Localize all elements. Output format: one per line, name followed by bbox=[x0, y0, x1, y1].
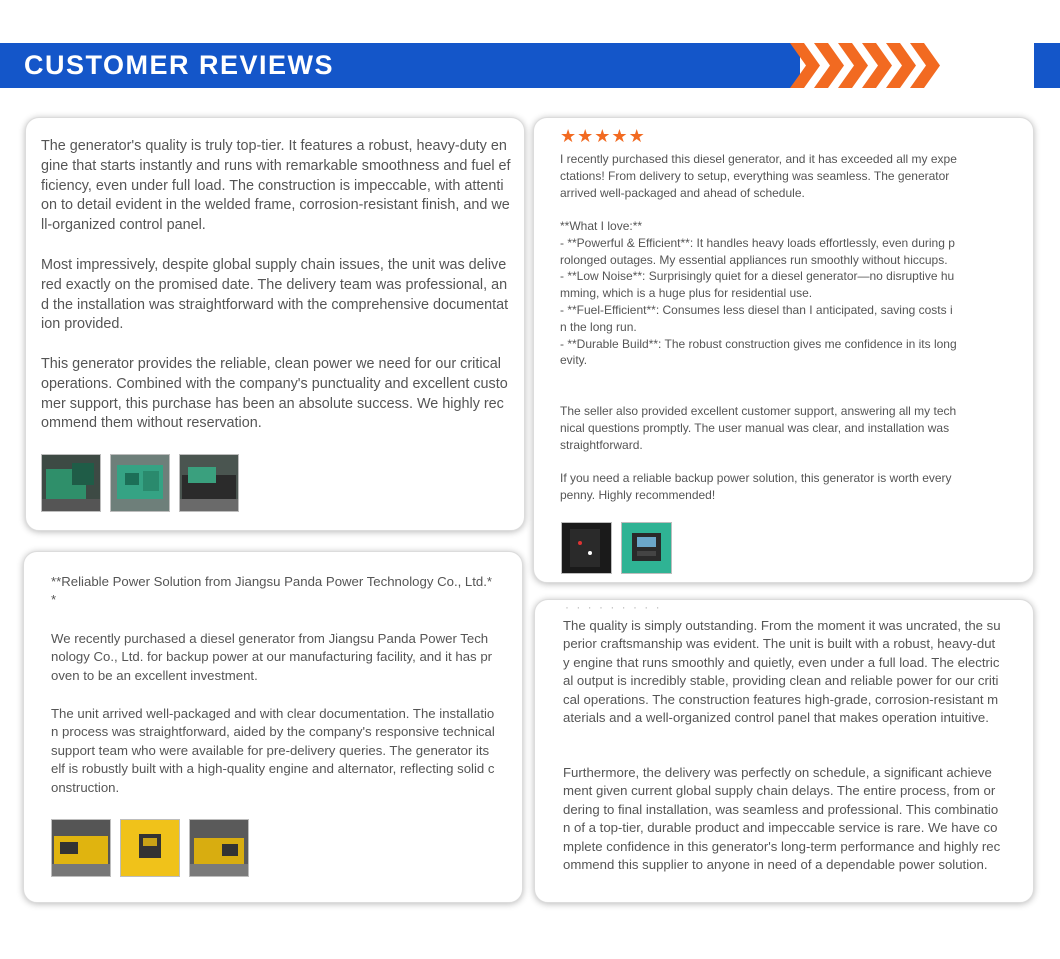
section-title: CUSTOMER REVIEWS bbox=[24, 50, 335, 80]
review-card-3 bbox=[23, 551, 523, 903]
generator-photo-thumbnail[interactable] bbox=[41, 454, 101, 512]
review-paragraph: If you need a reliable backup power solution, this generator is worth every penny. Highly recommended! bbox=[560, 471, 955, 502]
yellow-generator-photo-thumbnail[interactable] bbox=[189, 819, 249, 877]
rating-stars bbox=[560, 127, 646, 145]
yellow-generator-front-photo-thumbnail[interactable] bbox=[120, 819, 180, 877]
star-icon: ★ bbox=[611, 126, 628, 146]
review-paragraph: The seller also provided excellent customer support, answering all my technical questions promptly. The user manual was clear, and installation was straightforward. bbox=[560, 404, 957, 452]
review-card-1 bbox=[25, 117, 525, 531]
review-paragraph: The generator's quality is truly top-tier. It features a robust, heavy-duty engine that starts instantly and runs with remarkable smoothness and fuel efficiency, even under full load. The construction is impeccable, with attention to detail evident in the welded frame, corrosion-resistant finish, and well-organized control panel. bbox=[41, 138, 511, 234]
yellow-generator-photo-thumbnail[interactable] bbox=[51, 819, 111, 877]
review-paragraph: The quality is simply outstanding. From the moment it was uncrated, the superior craftsmanship was evident. The unit is built with a robust, heavy-duty engine that runs smoothly and quietly, even under a full load. The electrical output is incredibly stable, providing clean and reliable power for our critical operations. The construction features high-grade, corrosion-resistant materials and a well-organized control panel that makes operation intuitive. bbox=[563, 618, 1001, 726]
generator-photo-thumbnail[interactable] bbox=[179, 454, 239, 512]
control-panel-photo-thumbnail[interactable] bbox=[561, 522, 612, 574]
review-paragraph: I recently purchased this diesel generator, and it has exceeded all my expectations! From delivery to setup, everything was seamless. The generator arrived well-packaged and ahead of schedule. bbox=[560, 152, 957, 200]
review-paragraph: We recently purchased a diesel generator from Jiangsu Panda Power Technology Co., Ltd. for backup power at our manufacturing facility, and it has proven to be an excellent investment. bbox=[51, 631, 493, 683]
star-icon: ★ bbox=[628, 126, 645, 146]
review-photos bbox=[561, 522, 681, 574]
rating-placeholder: · · · · · · · · · bbox=[565, 600, 662, 614]
review-highlights: **What I love:** - **Powerful & Efficient**: It handles heavy loads effortlessly, even during prolonged outages. My essential appliances run smoothly without hiccups. - **Low Noise**: Surprisingly quiet for a diesel generator—no disruptive humming, which is a huge plus for residential use. - **Fuel-Efficient**: Consumes less diesel than I anticipated, saving costs in the long run. - **Durable Build**: The robust construction gives me confidence in its longevity. bbox=[560, 219, 957, 368]
section-header bbox=[0, 43, 1060, 88]
control-screen-photo-thumbnail[interactable] bbox=[621, 522, 672, 574]
review-paragraph: Most impressively, despite global supply chain issues, the unit was delivered exactly on the promised date. The delivery team was professional, and the installation was straightforward with the comprehensive documentation provided. bbox=[41, 257, 509, 333]
review-paragraph: Furthermore, the delivery was perfectly on schedule, a significant achievement given current global supply chain delays. The entire process, from ordering to final installation, was seamless and professional. This combination of a top-tier, durable product and impeccable service is rare. We have complete confidence in this generator's long-term performance and highly recommend this supplier to anyone in need of a dependable power solution. bbox=[563, 765, 1001, 873]
review-paragraph: The unit arrived well-packaged and with clear documentation. The installation process was straightforward, aided by the company's responsive technical support team who were available for pre-delivery queries. The generator itself is robustly built with a high-quality engine and alternator, reflecting solid construction. bbox=[51, 706, 499, 795]
chevrons-icon bbox=[790, 43, 940, 88]
review-title: **Reliable Power Solution from Jiangsu Panda Power Technology Co., Ltd.** bbox=[51, 574, 493, 608]
review-photos bbox=[41, 454, 248, 512]
header-bar-end bbox=[1034, 43, 1060, 88]
star-icon: ★ bbox=[577, 126, 594, 146]
review-card-2 bbox=[533, 117, 1034, 583]
star-icon: ★ bbox=[594, 126, 611, 146]
engine-photo-thumbnail[interactable] bbox=[110, 454, 170, 512]
review-photos bbox=[51, 819, 258, 877]
review-paragraph: This generator provides the reliable, clean power we need for our critical operations. Combined with the company's punctuality and excellent customer support, this purchase has been an absolute success. We highly recommend them without reservation. bbox=[41, 356, 508, 432]
star-icon: ★ bbox=[560, 126, 577, 146]
review-card-4 bbox=[534, 599, 1034, 903]
